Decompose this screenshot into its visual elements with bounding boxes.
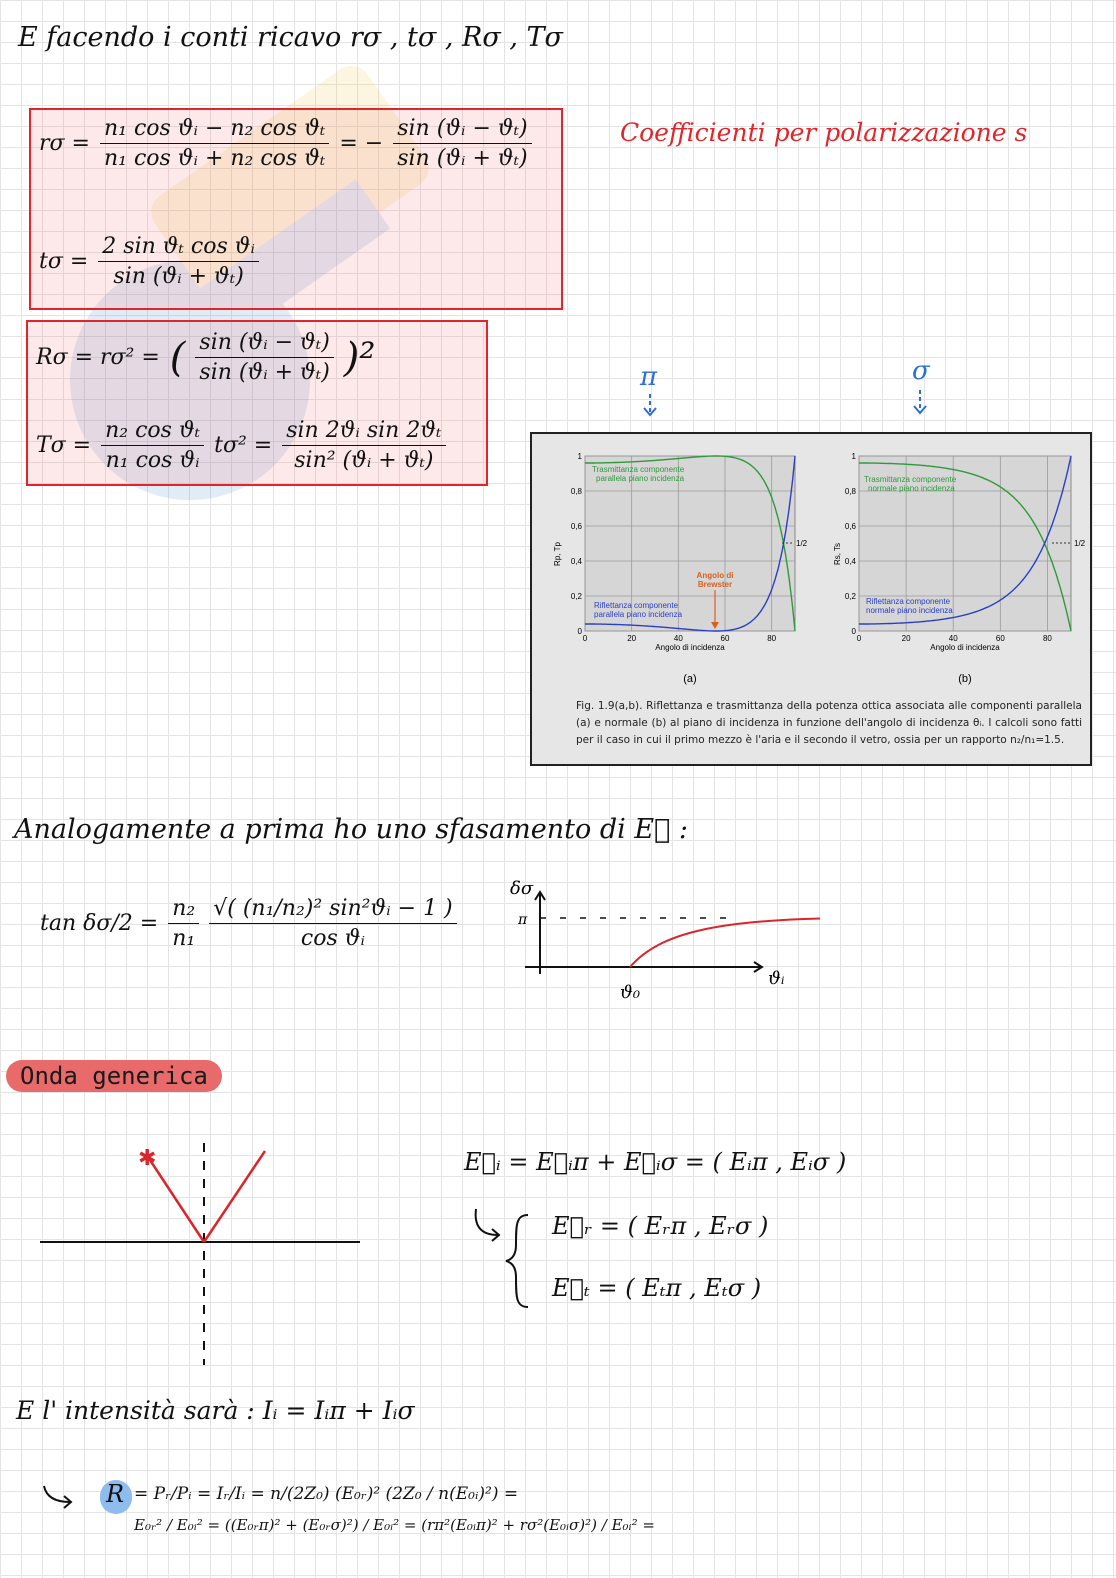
formula-box-r-t <box>29 108 563 310</box>
x-tick-label: 60 <box>720 634 730 643</box>
final-eq-part1: = Pᵣ/Pᵢ = Iᵣ/Iᵢ = n/(2Z₀) (E₀ᵣ)² (2Z₀ / n(E₀ᵢ)²) = <box>134 1484 519 1504</box>
x-tick-label: 20 <box>627 634 637 643</box>
r-sigma-label: rσ = <box>39 131 90 156</box>
sigma-mark: σ <box>912 356 930 386</box>
section-title: Onda generica <box>6 1060 222 1092</box>
vector-er: E⃗ᵣ = ( Eᵣπ , Eᵣσ ) <box>552 1212 769 1240</box>
formula-box-R-T: Rσ = rσ² = ( $\frac{\text{sin (ϑᵢ − ϑₜ)}}{\text{sin (ϑᵢ + ϑₜ)}}$ )² Tσ = $\frac{\text{n₂ cos ϑₜ}}{\text{n₁ cos ϑᵢ}}$ tσ² = $\frac{\text{sin 2ϑᵢ sin 2ϑₜ}}{\text{sin² (ϑᵢ + ϑₜ)}}$ <box>26 320 488 486</box>
panel-a-refl-label-1: Riflettanza componente <box>594 601 679 610</box>
x-tick-label: 40 <box>673 634 683 643</box>
polarization-note: Coefficienti per polarizzazione s <box>620 118 1028 147</box>
panel-a-trans-label-2: parallela piano incidenza <box>596 474 685 483</box>
phase-lhs: tan δσ/2 = <box>40 911 159 936</box>
R-sigma-label: Rσ = rσ² = <box>36 345 160 370</box>
implies-arrow-icon <box>40 1482 76 1512</box>
source-star-icon: ✱ <box>138 1146 157 1171</box>
T-sigma-middle: tσ² = <box>214 433 273 458</box>
panel-a-trans-label-1: Trasmittanza componente <box>592 465 685 474</box>
r-sigma-fraction-2: $\frac{\text{sin (ϑᵢ − ϑₜ)}}{\text{sin (ϑᵢ + ϑₜ)}}$ <box>393 116 531 171</box>
x-tick-label: 80 <box>1042 634 1052 643</box>
T-sigma-fraction-2: $\frac{\text{sin 2ϑᵢ sin 2ϑₜ}}{\text{sin² (ϑᵢ + ϑₜ)}}$ <box>282 418 445 473</box>
panel-a-refl-label-2: parallela piano incidenza <box>594 610 683 619</box>
panel-b-trans-label-1: Trasmittanza componente <box>864 475 957 484</box>
y-tick-label: 0,8 <box>570 487 582 496</box>
T-sigma-label: Tσ = <box>36 433 92 458</box>
phase-graph-theta0: ϑ₀ <box>620 982 641 1003</box>
panel-b-refl-label-2: normale piano incidenza <box>866 606 953 615</box>
y-tick-label: 0,2 <box>844 592 856 601</box>
root-fraction: $\frac{\text{√( (n₁/n₂)² sin²ϑᵢ − 1 )}}{\text{cos ϑᵢ}}$ <box>209 896 456 951</box>
panel-b <box>833 452 1086 685</box>
r-sigma-equals: = − <box>339 131 384 156</box>
y-tick-label: 1 <box>851 452 856 461</box>
phase-graph-xaxis-label: ϑᵢ <box>768 968 785 989</box>
x-tick-label: 20 <box>901 634 911 643</box>
analog-line: Analogamente a prima ho uno sfasamento di E⃗ : <box>14 814 688 845</box>
R-sigma-fraction: $\frac{\text{sin (ϑᵢ − ϑₜ)}}{\text{sin (ϑᵢ + ϑₜ)}}$ <box>195 330 333 385</box>
intensity-line: E l' intensità sarà : Iᵢ = Iᵢπ + Iᵢσ <box>16 1396 415 1425</box>
figure-caption: Fig. 1.9(a,b). Riflettanza e trasmittanza della potenza ottica associata alle componenti parallela (a) e normale (b) al piano di incidenza in funzione dell'angolo di incidenza θᵢ. I calcoli sono fatti per il caso in cui il primo mezzo è l'aria e il secondo il vetro, ossia per un rapporto n₂/n₁=1.5. <box>576 700 1082 746</box>
x-tick-label: 40 <box>948 634 958 643</box>
panel-b-half: 1/2 <box>1074 539 1086 548</box>
t-sigma-label: tσ = <box>39 249 89 274</box>
x-tick-label: 80 <box>767 634 777 643</box>
panel-b-ylabel: Rs, Ts <box>833 542 842 566</box>
y-tick-label: 0,2 <box>570 592 582 601</box>
y-tick-label: 0 <box>851 627 856 636</box>
panel-a-brewster-1: Angolo di <box>696 571 734 580</box>
panel-a-half: 1/2 <box>796 539 808 548</box>
y-tick-label: 0,8 <box>844 487 856 496</box>
panel-b-xlabel: Angolo di incidenza <box>930 643 1000 652</box>
T-sigma-fraction-1: $\frac{\text{n₂ cos ϑₜ}}{\text{n₁ cos ϑᵢ}}$ <box>101 418 204 473</box>
panel-b-refl-label-1: Riflettanza componente <box>866 597 951 606</box>
phase-equation <box>40 896 457 951</box>
panel-a-label: (a) <box>683 673 697 685</box>
t-sigma-fraction: $\frac{\text{2 sin ϑₜ cos ϑᵢ}}{\text{sin (ϑᵢ + ϑₜ)}}$ <box>98 234 259 289</box>
phase-graph-yaxis-label: δσ <box>510 878 534 899</box>
reflection-diagram <box>30 1135 370 1375</box>
y-tick-label: 0,6 <box>844 522 856 531</box>
panel-b-trans-label-2: normale piano incidenza <box>868 484 955 493</box>
panel-b-label: (b) <box>958 673 972 685</box>
y-tick-label: 0,6 <box>570 522 582 531</box>
y-tick-label: 0 <box>577 627 582 636</box>
phase-graph-pi-label: π <box>518 912 528 928</box>
panel-a <box>553 452 808 685</box>
phase-graph <box>500 872 820 1012</box>
reflectance-plots <box>532 434 1090 694</box>
final-eq-part2: E₀ᵣ² / E₀ᵢ² = ((E₀ᵣπ)² + (E₀ᵣσ)²) / E₀ᵢ² = (rπ²(E₀ᵢπ)² + rσ²(E₀ᵢσ)²) / E₀ᵢ² = <box>134 1516 655 1534</box>
final-R: R <box>106 1480 125 1508</box>
implies-brace-icon <box>470 1205 530 1315</box>
vector-et: E⃗ₜ = ( Eₜπ , Eₜσ ) <box>552 1274 762 1302</box>
x-tick-label: 60 <box>995 634 1005 643</box>
panel-a-xlabel: Angolo di incidenza <box>655 643 725 652</box>
pi-arrow-icon <box>640 392 660 418</box>
panel-a-brewster-2: Brewster <box>697 580 733 589</box>
y-tick-label: 0,4 <box>844 557 856 566</box>
phase-graph-curve <box>630 918 820 967</box>
r-sigma-fraction-1: $\frac{\text{n₁ cos ϑᵢ − n₂ cos ϑₜ}}{\text{n₁ cos ϑᵢ + n₂ cos ϑₜ}}$ <box>100 116 329 171</box>
panel-a-ylabel: Rp, Tp <box>553 542 562 566</box>
sigma-arrow-icon <box>910 388 930 416</box>
vector-ei: E⃗ᵢ = E⃗ᵢπ + E⃗ᵢσ = ( Eᵢπ , Eᵢσ ) <box>464 1148 847 1176</box>
n-ratio: $\frac{\text{n₂}}{\text{n₁}}$ <box>168 896 199 951</box>
heading-line: E facendo i conti ricavo rσ , tσ , Rσ , Tσ <box>18 22 563 53</box>
reflectance-figure <box>530 432 1092 766</box>
reflected-ray <box>204 1151 265 1242</box>
y-tick-label: 1 <box>577 452 582 461</box>
pi-mark: π <box>640 362 658 392</box>
y-tick-label: 0,4 <box>570 557 582 566</box>
x-tick-label: 0 <box>582 634 588 643</box>
x-tick-label: 0 <box>856 634 862 643</box>
